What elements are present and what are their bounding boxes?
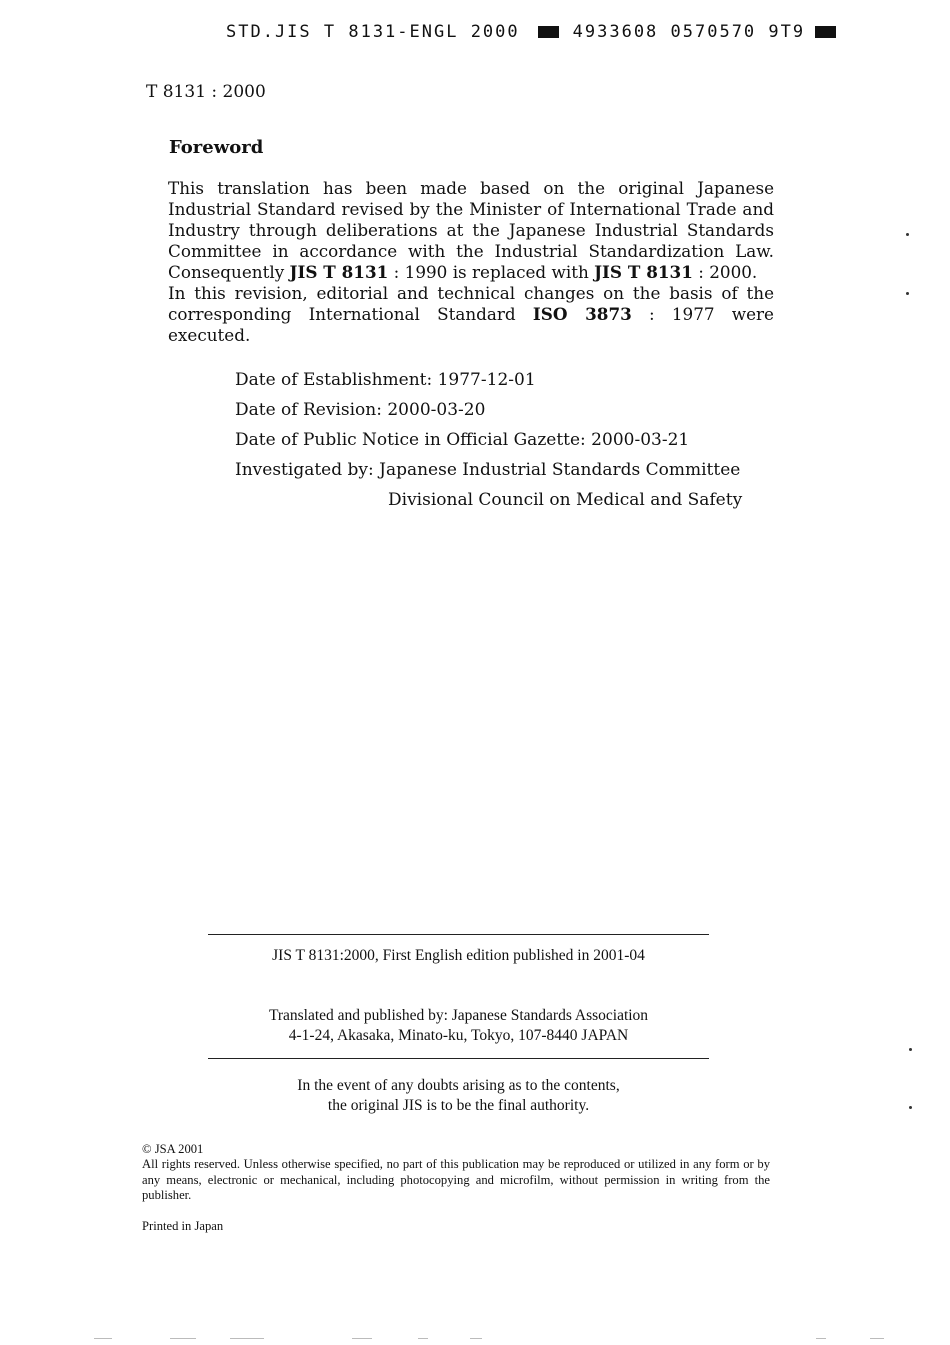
footer-rule-bottom (208, 1058, 709, 1059)
stamp-left: STD.JIS T 8131-ENGL 2000 (226, 22, 520, 42)
std-old-year: : 1990 is replaced with (388, 262, 595, 282)
foreword-text-2: In this revision, editorial and technical changes on the basis of the corresponding International Standard (168, 283, 774, 324)
scan-speck (906, 292, 909, 295)
scan-dash (230, 1338, 264, 1339)
scan-speck (906, 233, 909, 236)
copyright: © JSA 2001 (142, 1142, 204, 1156)
page-title: Foreword (169, 137, 264, 158)
edition-line: JIS T 8131:2000, First English edition published in 2001-04 (272, 947, 645, 964)
scan-dash (470, 1338, 482, 1339)
std-new-name: JIS T 8131 (594, 262, 693, 282)
publisher-line-2: 4-1-24, Akasaka, Minato-ku, Tokyo, 107-8440 JAPAN (288, 1027, 629, 1044)
foreword-text-1: This translation has been made based on the original Japanese Industrial Standard revised by the Minister of International Trade and Industry through deliberations at the Japanese Industrial Standards Committee in accordance with the Industrial Standardization Law. Consequently (168, 178, 774, 282)
stamp-block-mark (538, 26, 559, 38)
scan-speck (909, 1106, 912, 1109)
date-establishment: Date of Establishment: 1977-12-01 (235, 370, 536, 390)
std-new-year: : 2000. (692, 262, 758, 282)
printed-in: Printed in Japan (142, 1219, 224, 1233)
authority-line-1: In the event of any doubts arising as to the contents, (297, 1077, 620, 1094)
scan-dash (816, 1338, 826, 1339)
investigated-council: Divisional Council on Medical and Safety (388, 490, 743, 510)
scan-speck (909, 1048, 912, 1051)
rights-notice: All rights reserved. Unless otherwise specified, no part of this publication may be reproduced or utilized in any form or by any means, electronic or mechanical, including photocopying and microfilm, without permission in writing from the publisher. (142, 1157, 770, 1202)
stamp-right: 4933608 0570570 9T9 (572, 22, 806, 42)
foreword-body (168, 178, 774, 346)
scan-dash (418, 1338, 428, 1339)
authority-line-2: the original JIS is to be the final authority. (327, 1097, 590, 1114)
scan-dash (870, 1338, 884, 1339)
footer-rule-top (208, 934, 709, 935)
document-stamp (226, 22, 836, 42)
document-id: T 8131 : 2000 (146, 82, 266, 102)
investigated-committee: Japanese Industrial Standards Committee (379, 460, 741, 480)
date-revision: Date of Revision: 2000-03-20 (235, 400, 486, 420)
foreword-paragraph-1 (168, 178, 774, 283)
publisher-line-1: Translated and published by: Japanese Standards Association (268, 1007, 649, 1024)
std-old-name: JIS T 8131 (289, 262, 389, 282)
stamp-block-mark-end (815, 26, 836, 38)
foreword-text-3: : 1977 were executed. (168, 304, 774, 345)
investigated-by (235, 455, 742, 485)
foreword-paragraph-2 (168, 283, 774, 346)
scan-dash (94, 1338, 112, 1339)
dates-block (235, 365, 742, 515)
scan-dash (352, 1338, 372, 1339)
date-public-notice: Date of Public Notice in Official Gazette: 2000-03-21 (235, 430, 690, 450)
investigated-label: Investigated by: (235, 460, 380, 480)
iso-name: ISO 3873 (532, 304, 632, 324)
scan-dash (170, 1338, 196, 1339)
